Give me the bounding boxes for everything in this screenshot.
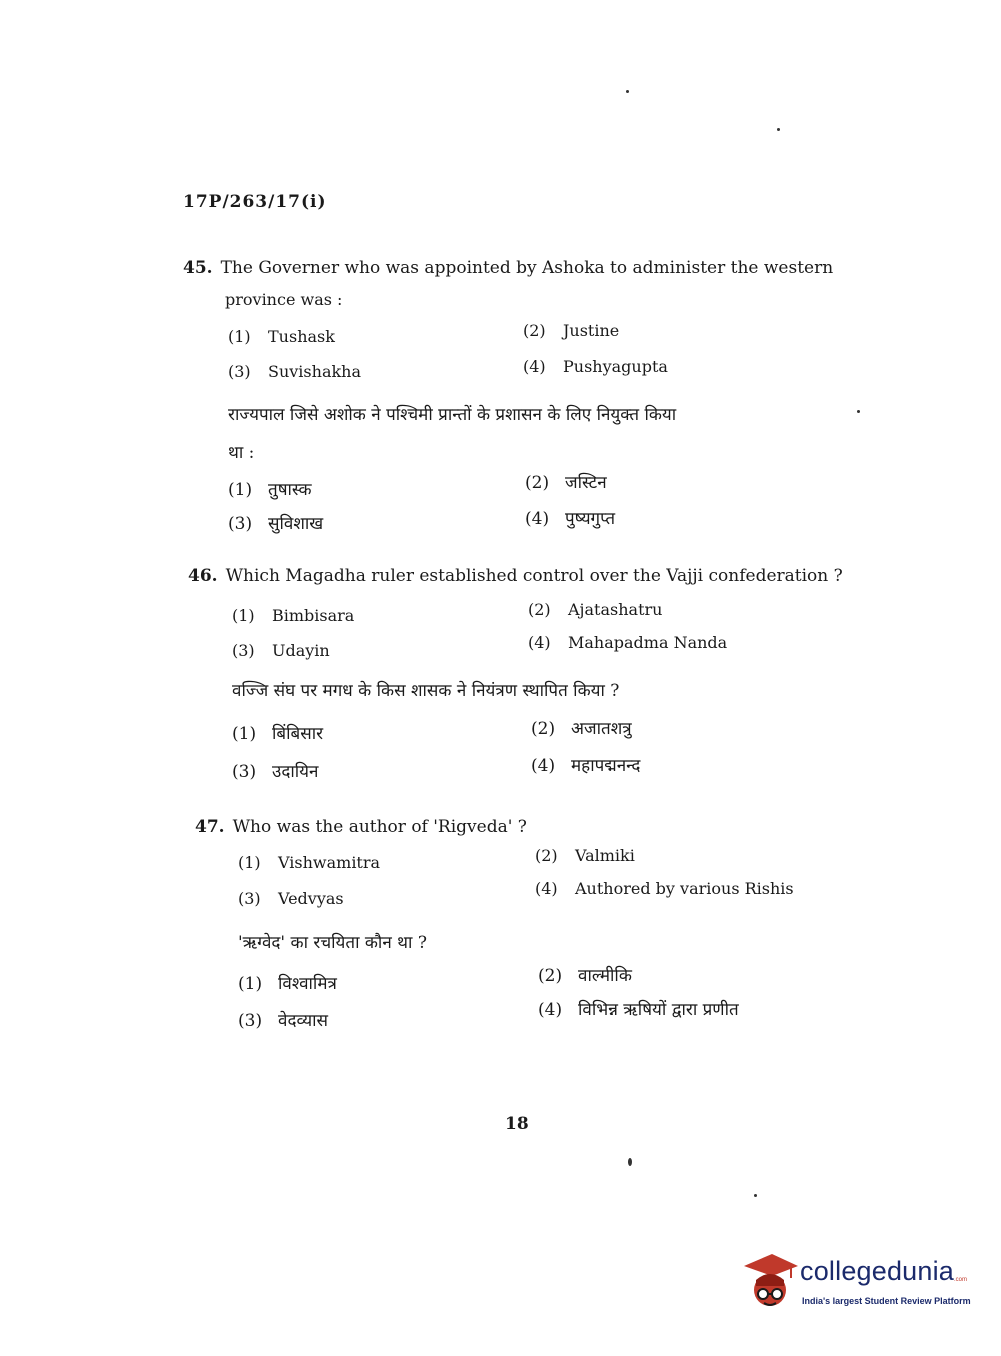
option-4: (4) Mahapadma Nanda — [528, 633, 728, 652]
scan-speck — [857, 410, 860, 413]
hindi-option-3: (3) वेदव्यास — [238, 1011, 329, 1031]
page-number: 18 — [505, 1114, 529, 1134]
hindi-question-text: वज्जि संघ पर मगध के किस शासक ने नियंत्रण स्थापित किया ? — [232, 681, 620, 701]
hindi-question-text: राज्यपाल जिसे अशोक ने पश्चिमी प्रान्तों के प्रशासन के लिए नियुक्त किया — [228, 405, 677, 425]
question-text: 45. The Governer who was appointed by Ashoka to administer the western — [183, 258, 834, 278]
hindi-option-3: (3) उदायिन — [232, 762, 319, 782]
hindi-option-4: (4) महापद्मनन्द — [531, 756, 641, 776]
question-text: 47. Who was the author of 'Rigveda' ? — [195, 817, 527, 837]
hindi-option-4: (4) विभिन्न ऋषियों द्वारा प्रणीत — [538, 1000, 739, 1020]
hindi-option-2: (2) अजातशत्रु — [531, 719, 632, 739]
hindi-question-text: 'ऋग्वेद' का रचयिता कौन था ? — [238, 933, 427, 953]
question-text-cont: province was : — [225, 290, 343, 309]
option-4: (4) Authored by various Rishis — [535, 879, 794, 898]
paper-code: 17P/263/17(i) — [183, 192, 327, 212]
option-3: (3) Vedvyas — [238, 889, 344, 908]
option-2: (2) Ajatashatru — [528, 600, 663, 619]
brand-name: collegedunia — [800, 1256, 955, 1286]
option-4: (4) Pushyagupta — [523, 357, 668, 376]
brand-tagline: India's largest Student Review Platform — [802, 1296, 971, 1306]
option-3: (3) Suvishakha — [228, 362, 362, 381]
hindi-option-2: (2) जस्टिन — [525, 473, 607, 493]
scan-speck — [626, 90, 629, 93]
option-2: (2) Valmiki — [535, 846, 635, 865]
hindi-option-1: (1) विश्वामित्र — [238, 974, 337, 994]
hindi-option-1: (1) तुषास्क — [228, 480, 312, 500]
scan-speck — [754, 1194, 757, 1197]
collegedunia-logo — [742, 1250, 972, 1314]
scan-speck — [777, 128, 780, 131]
option-3: (3) Udayin — [232, 641, 330, 660]
hindi-question-text-cont: था : — [228, 443, 255, 463]
hindi-option-2: (2) वाल्मीकि — [538, 966, 632, 986]
mascot-icon — [742, 1250, 798, 1314]
option-1: (1) Tushask — [228, 327, 335, 346]
option-2: (2) Justine — [523, 321, 620, 340]
question-text: 46. Which Magadha ruler established control over the Vajji confederation ? — [188, 566, 843, 586]
option-1: (1) Bimbisara — [232, 606, 355, 625]
hindi-option-1: (1) बिंबिसार — [232, 724, 324, 744]
hindi-option-4: (4) पुष्यगुप्त — [525, 509, 616, 529]
scan-speck — [628, 1158, 632, 1166]
brand-suffix: .com — [954, 1277, 968, 1283]
hindi-option-3: (3) सुविशाख — [228, 514, 324, 534]
option-1: (1) Vishwamitra — [238, 853, 381, 872]
